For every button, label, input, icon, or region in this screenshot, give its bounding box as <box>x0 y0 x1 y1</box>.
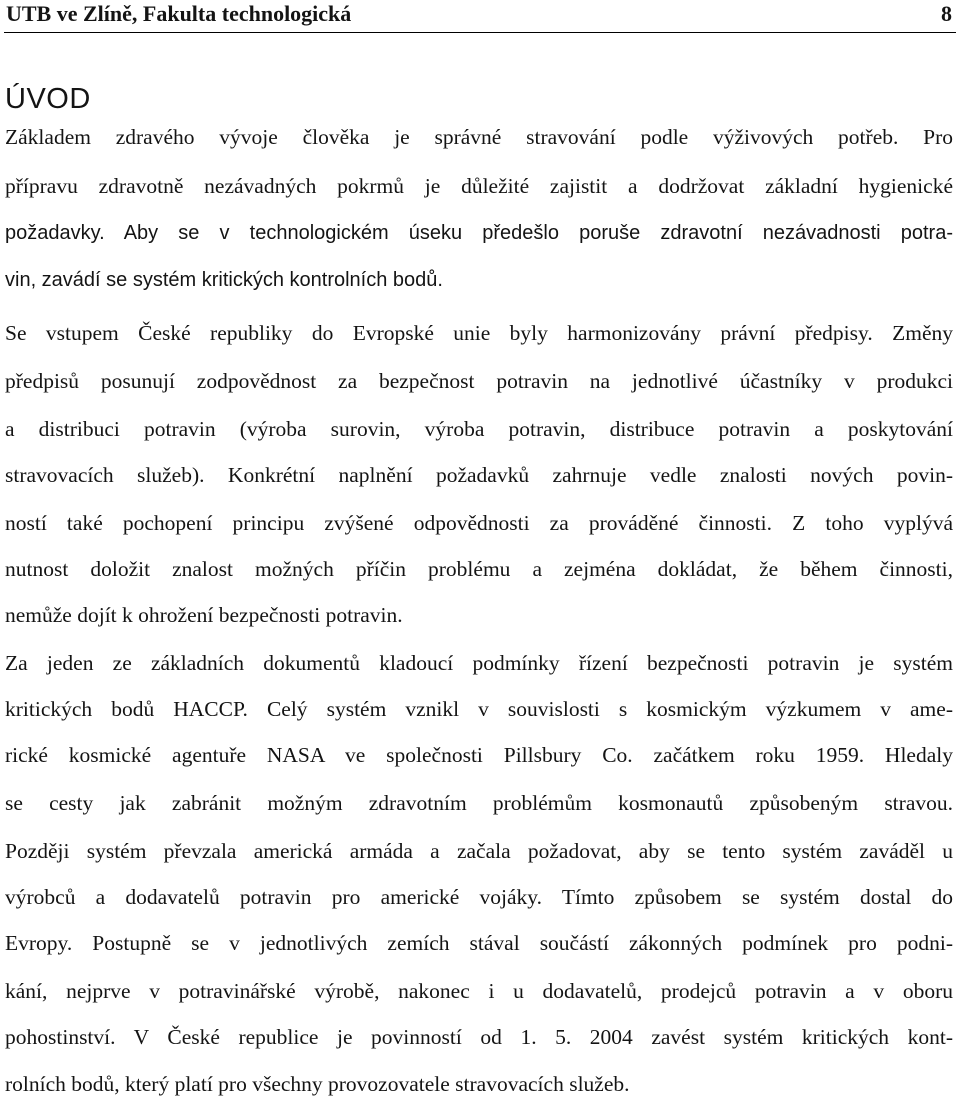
text-line: pohostinství. V České republice je povinností od 1. 5. 2004 zavést systém kritických kont- <box>5 1025 953 1049</box>
text-line: požadavky. Aby se v technologickém úseku předešlo poruše zdravotní nezávadnosti potra- <box>5 222 953 244</box>
text-line: stravovacích služeb). Konkrétní naplnění požadavků zahrnuje vedle znalosti nových povin- <box>5 463 953 487</box>
running-header <box>4 0 956 33</box>
text-line: nutnost doložit znalost možných příčin problému a zejména dokládat, že během činnosti, <box>5 557 953 581</box>
text-line: kání, nejprve v potravinářské výrobě, nakonec i u dodavatelů, prodejců potravin a v oboru <box>5 979 953 1003</box>
text-line: ností také pochopení principu zvýšené odpovědnosti za prováděné činnosti. Z toho vyplývá <box>5 511 953 535</box>
text-line: nemůže dojít k ohrožení bezpečnosti potravin. <box>5 603 403 627</box>
text-line: rické kosmické agentuře NASA ve společnosti Pillsbury Co. začátkem roku 1959. Hledaly <box>5 743 953 767</box>
text-line: výrobců a dodavatelů potravin pro americké vojáky. Tímto způsobem se systém dostal do <box>5 885 953 909</box>
text-line: kritických bodů HACCP. Celý systém vznikl v souvislosti s kosmickým výzkumem v ame- <box>5 697 953 721</box>
text-line: Se vstupem České republiky do Evropské unie byly harmonizovány právní předpisy. Změny <box>5 321 953 345</box>
text-line: vin, zavádí se systém kritických kontrolních bodů. <box>5 269 443 291</box>
text-line: přípravu zdravotně nezávadných pokrmů je důležité zajistit a dodržovat základní hygienické <box>5 174 953 198</box>
text-line: a distribuci potravin (výroba surovin, výroba potravin, distribuce potravin a poskytování <box>5 417 953 441</box>
text-line: Později systém převzala americká armáda a začala požadovat, aby se tento systém zaváděl u <box>5 839 953 863</box>
text-line: Základem zdravého vývoje člověka je správné stravování podle výživových potřeb. Pro <box>5 125 953 149</box>
page-number: 8 <box>941 1 952 26</box>
section-title: ÚVOD <box>5 83 91 115</box>
text-line: se cesty jak zabránit možným zdravotním problémům kosmonautů způsobeným stravou. <box>5 791 953 815</box>
text-line: předpisů posunují zodpovědnost za bezpečnost potravin na jednotlivé účastníky v produkci <box>5 369 953 393</box>
text-line: rolních bodů, který platí pro všechny provozovatele stravovacích služeb. <box>5 1072 630 1096</box>
header-school-title: UTB ve Zlíně, Fakulta technologická <box>6 1 352 26</box>
text-line: Evropy. Postupně se v jednotlivých zemích stával součástí zákonných podmínek pro podni- <box>5 931 953 955</box>
text-line: Za jeden ze základních dokumentů kladoucí podmínky řízení bezpečnosti potravin je systém <box>5 651 953 675</box>
